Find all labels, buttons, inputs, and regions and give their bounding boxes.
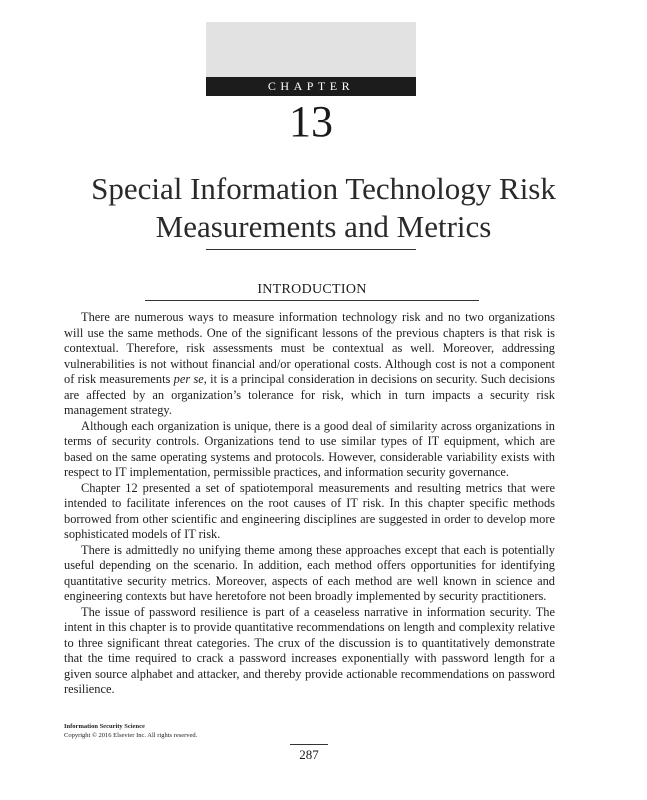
paragraph-5: The issue of password resilience is part of a ceaseless narrative in information security. The intent in this chapter is to provide quantitative recommendations on length and complexity relative to three significant threat categories. The crux of the discussion is to quantitatively demonstrate that the time required to crack a password increases exponentially with password length for a given source alphabet and attacker, and thereby provide actionable recommendations on password resilience.	[64, 604, 555, 696]
chapter-title-line-2: Measurements and Metrics	[155, 209, 492, 244]
paragraph-4: There is admittedly no unifying theme among these approaches except that each is potentially useful depending on the scenario. In addition, each method offers opportunities for identifying quantitative security metrics. Moreover, aspects of each method are well known in science and engineering contexts but have heretofore not been broadly implemented by security practitioners.	[64, 542, 555, 603]
paragraph-1-after: , it is a principal consideration in decisions on security. Such decisions are affected by an organization’s tolerance for risk, which in turn impacts a security risk management strategy.	[64, 372, 555, 417]
paragraph-1-before: There are numerous ways to measure information technology risk and no two organizations will use the same methods. One of the significant lessons of the previous chapters is that risk is contextual. Therefore, risk assessments must be contextual as well. Moreover, addressing vulnerabilities is not without financial and/or operational costs. Although cost is not a component of risk measurements	[64, 310, 555, 386]
copyright-notice: Copyright © 2016 Elsevier Inc. All rights reserved.	[64, 732, 198, 739]
page-number-rule	[290, 744, 328, 745]
footnote	[64, 722, 197, 740]
chapter-number: 13	[289, 97, 333, 146]
chapter-label: CHAPTER	[206, 77, 416, 96]
section-heading: INTRODUCTION	[257, 282, 367, 297]
chapter-title-line-1: Special Information Technology Risk	[91, 171, 556, 206]
body-text	[64, 310, 555, 698]
paragraph-3: Chapter 12 presented a set of spatiotemporal measurements and resulting metrics that were intended to facilitate inferences on the root causes of IT risk. In this chapter specific methods borrowed from other scientific and engineering disciplines are suggested in order to develop more sophisticated models of IT risk.	[64, 480, 555, 541]
chapter-header-block	[206, 22, 416, 96]
chapter-title	[40, 170, 607, 246]
paragraph-1-emphasis: per se	[173, 372, 204, 386]
paragraph-2: Although each organization is unique, there is a good deal of similarity across organizations in terms of security controls. Organizations tend to use similar types of IT equipment, which are based on the same operating systems and protocols. However, considerable variability exists with respect to IT implementation, permissible practices, and information security governance.	[64, 418, 555, 479]
book-title: Information Security Science	[64, 723, 145, 730]
section-divider	[145, 300, 479, 301]
paragraph-1	[64, 310, 555, 419]
page-number: 287	[299, 747, 319, 762]
title-divider	[206, 249, 416, 250]
